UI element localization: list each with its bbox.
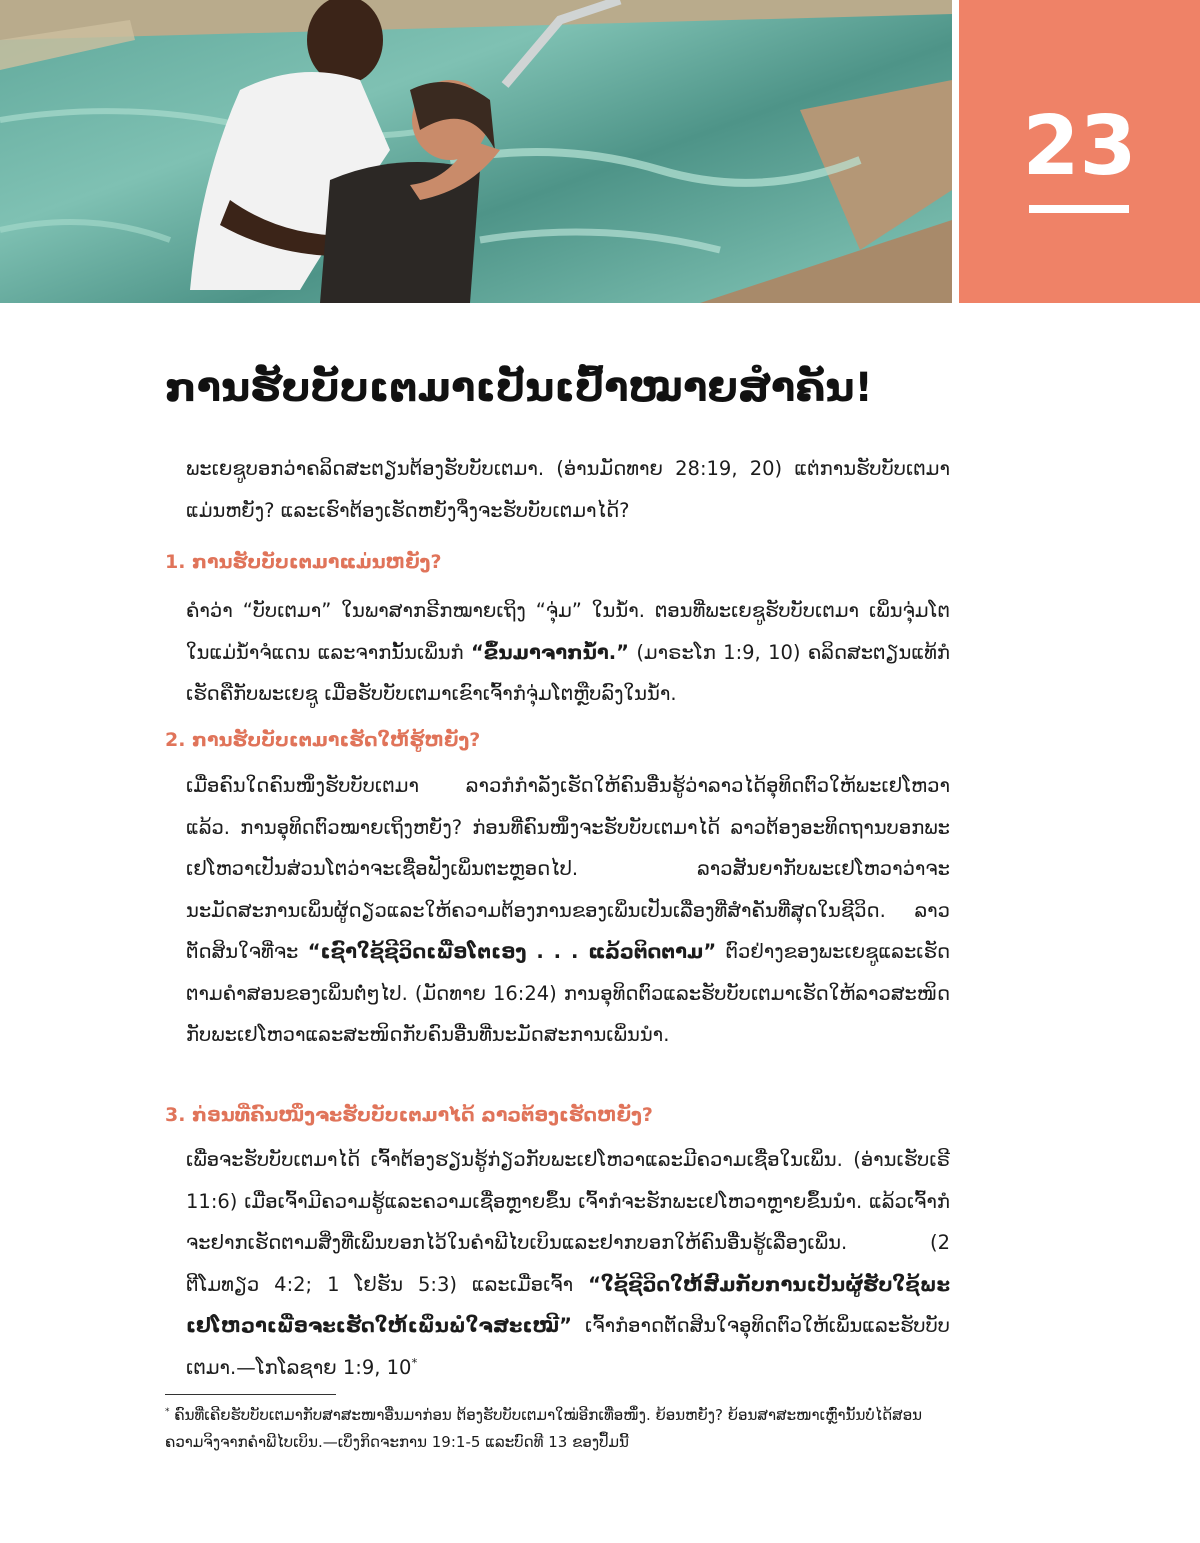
section-1-paragraph (186, 590, 950, 715)
section-1-heading: 1. ການຮັບບັບເຕມາແມ່ນຫຍັງ? (165, 551, 442, 573)
footnote (165, 1402, 935, 1456)
lesson-number: 23 (1022, 99, 1137, 194)
section-3-bold-quote: “ໃຊ້ຊີວິດໃຫ້ສົມກັບການເປັນຜູ້ຮັບໃຊ້ພະເຢໂຫວາເພື່ອຈະເຮັດໃຫ້ເພິ່ນພໍໃຈສະເໝີ” (186, 1272, 950, 1337)
footnote-text: ຄົນທີ່ເຄີຍຮັບບັບເຕມາກັບສາສະໜາອື່ນມາກ່ອນ ຕ້ອງຮັບບັບເຕມາໃໝ່ອີກເທື່ອໜຶ່ງ. ຍ້ອນຫຍັງ? ຍ້ອນສາສະໜາເຫຼົ່ານັ້ນບໍ່ໄດ້ສອນຄວາມຈິງຈາກຄຳພີໄບເບິນ.—ເບິ່ງກິດຈະການ 19:1-5 ແລະບົດທີ 13 ຂອງປຶ້ມນີ້ (165, 1406, 923, 1451)
page-title: ການຮັບບັບເຕມາເປັນເປົ້າໝາຍສຳຄັນ! (165, 365, 873, 411)
footnote-reference[interactable]: * (411, 1355, 418, 1369)
pool-step (800, 80, 952, 250)
lesson-number-panel (959, 0, 1200, 303)
footnote-divider (165, 1394, 336, 1395)
section-2-heading: 2. ການຮັບບັບເຕມາເຮັດໃຫ້ຮູ້ຫຍັງ? (165, 729, 481, 751)
section-1-text-a: ຄຳວ່າ “ບັບເຕມາ” ໃນພາສາກຣີກໝາຍເຖິງ “ຈຸ່ມ” ໃນນ້ຳ. ຕອນທີ່ພະເຍຊູຮັບບັບເຕມາ ເພິ່ນຈຸ່ມໂຕໃນແມ່ນ້ຳຈໍແດນ ແລະຈາກນັ້ນເພິ່ນກໍ (186, 599, 950, 664)
section-2-paragraph (186, 765, 950, 1056)
pool-edge-top (0, 0, 952, 40)
footnote-mark: * (165, 1407, 170, 1417)
section-3-text-b: ເຈົ້າກໍອາດຕັດສິນໃຈອຸທິດຕົວໃຫ້ເພິ່ນແລະຮັບບັບເຕມາ.—ໂກໂລຊາຍ 1:9, 10 (186, 1314, 950, 1379)
section-3-text-a: ເພື່ອຈະຮັບບັບເຕມາໄດ້ ເຈົ້າຕ້ອງຮຽນຮູ້ກ່ຽວກັບພະເຢໂຫວາແລະມີຄວາມເຊື່ອໃນເພິ່ນ. (ອ່ານເຮັບເຣີ 11:6) ເມື່ອເຈົ້າມີຄວາມຮູ້ແລະຄວາມເຊື່ອຫຼາຍຂຶ້ນ ເຈົ້າກໍຈະຮັກພະເຢໂຫວາຫຼາຍຂຶ້ນນຳ. ແລ້ວເຈົ້າກໍຈະຢາກເຮັດຕາມສິ່ງທີ່ເພິ່ນບອກໄວ້ໃນຄຳພີໄບເບິນແລະຢາກບອກໃຫ້ຄົນອື່ນຮູ້ເລື່ອງເພິ່ນ. (2 ຕີໂມທຽວ 4:2; 1 ໂຢຮັນ 5:3) ແລະເມື່ອເຈົ້າ (186, 1148, 950, 1296)
pool-edge-bottom (700, 220, 952, 303)
section-1-text-b: (ມາຣະໂກ 1:9, 10) ຄລິດສະຕຽນແທ້ກໍເຮັດຄືກັບພະເຍຊູ ເມື່ອຮັບບັບເຕມາເຂົາເຈົ້າກໍຈຸ່ມໂຕຫຼືບລົງໃນນ້ຳ. (186, 640, 950, 705)
section-2-text-b: ຕົວຢ່າງຂອງພະເຍຊູແລະເຮັດຕາມຄຳສອນຂອງເພິ່ນຕໍ່ໆໄປ. (ມັດທາຍ 16:24) ການອຸທິດຕົວແລະຮັບບັບເຕມາເຮັດໃຫ້ລາວສະໜິດກັບພະເຢໂຫວາແລະສະໜິດກັບຄົນອື່ນທີ່ນະມັດສະການເພິ່ນນຳ. (186, 940, 950, 1046)
intro-paragraph: ພະເຍຊູບອກວ່າຄລິດສະຕຽນຕ້ອງຮັບບັບເຕມາ. (ອ່ານມັດທາຍ 28:19, 20) ແຕ່ການຮັບບັບເຕມາແມ່ນຫຍັງ? ແລະເຮົາຕ້ອງເຮັດຫຍັງຈຶ່ງຈະຮັບບັບເຕມາໄດ້? (186, 457, 950, 522)
baptism-photo (0, 0, 952, 303)
section-2-text-a: ເມື່ອຄົນໃດຄົນໜຶ່ງຮັບບັບເຕມາ ລາວກໍກຳລັງເຮັດໃຫ້ຄົນອື່ນຮູ້ວ່າລາວໄດ້ອຸທິດຕົວໃຫ້ພະເຢໂຫວາແລ້ວ. ການອຸທິດຕົວໝາຍເຖິງຫຍັງ? ກ່ອນທີ່ຄົນໜຶ່ງຈະຮັບບັບເຕມາໄດ້ ລາວຕ້ອງອະທິດຖານບອກພະເຢໂຫວາເປັນສ່ວນໂຕວ່າຈະເຊື່ອຟັງເພິ່ນຕະຫຼອດໄປ. ລາວສັນຍາກັບພະເຢໂຫວາວ່າຈະນະມັດສະການເພິ່ນຜູ້ດຽວແລະໃຫ້ຄວາມຕ້ອງການຂອງເພິ່ນເປັນເລື່ອງທີ່ສຳຄັນທີ່ສຸດໃນຊີວິດ. ລາວຕັດສິນໃຈທີ່ຈະ (186, 774, 950, 963)
section-1-bold-quote: “ຂຶ້ນມາຈາກນ້ຳ.” (470, 640, 629, 664)
section-3-paragraph (186, 1139, 950, 1388)
lesson-number-underline (1029, 205, 1129, 213)
man-head (307, 0, 383, 84)
section-2-bold-quote: “ເຊົາໃຊ້ຊີວິດເພື່ອໂຕເອງ . . . ແລ້ວຕິດຕາມ” (307, 940, 717, 963)
section-3-heading: 3. ກ່ອນທີ່ຄົນໜຶ່ງຈະຮັບບັບເຕມາໄດ້ ລາວຕ້ອງເຮັດຫຍັງ? (165, 1104, 653, 1126)
baptism-photo-art (0, 0, 952, 303)
